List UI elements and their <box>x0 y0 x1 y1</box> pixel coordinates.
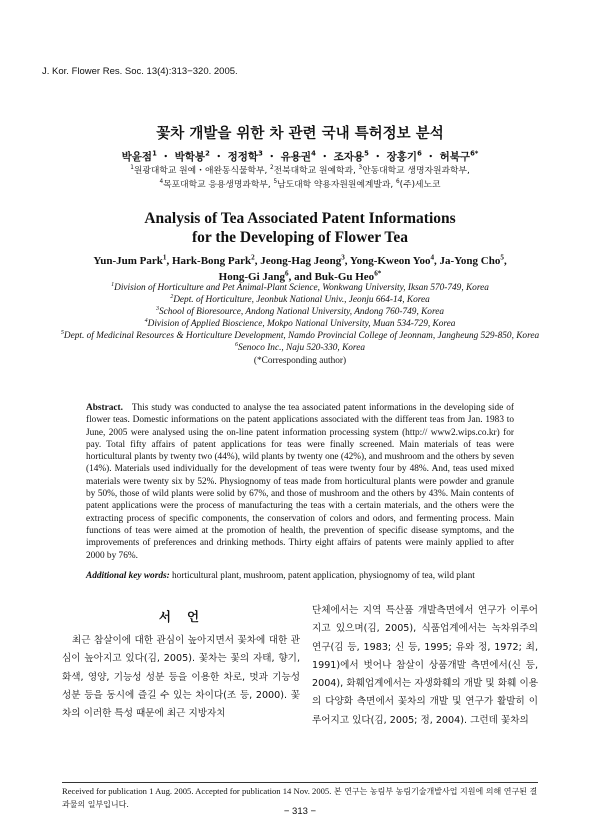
abstract-body: This study was conducted to analyse the tea associated patent informations in the developing side of flower teas. Domestic informations on the patent applications associated with the different teas from Jan. 1983 to June, 2005 were analysed using the on-line patent information processing system (http:// www2.wips.co.kr) for pay. Total fifty affairs of patent applications for teas were finally screened. Main materials of teas were horticultural plants by twenty two (44%), wild plants by twenty one (42%), and mushroom and the others by seven (14%). Materials used individually for the development of teas were twenty four by 48%. And, teas used mixed materials were twenty six by 52%. Physiognomy of teas made from horticultural plants were powder and granule by 50%, those of wild plants were solid by 67%, and those of mushroom and the others by 43%. Main contents of patent applications were the process of manufacturing the teas with a certain materials, and the others were the extracting process of specific components, the conservation of colors and odors, and fermenting process. Main functions of teas were aimed at the promotion of health, the prevention of specific disease symptoms, and the improvements of preferences and drinking methods. Thirty eight affairs of patents were mainly applied to after 2000 by 76%. <box>86 403 514 561</box>
affiliation-line: $^5$Dept. of Medicinal Resources & Horticulture Development, Namdo Provincial College of Jeonnam, Jangheung 529-850, Korea <box>60 330 540 342</box>
korean-author: 유용권$^4$ <box>280 149 316 163</box>
english-author: Buk-Gu Heo$^{6*}$ <box>314 269 382 283</box>
section-heading: 서언 <box>158 609 216 624</box>
english-title: Analysis of Tea Associated Patent Informations for the Developing of Flower Tea <box>144 210 456 246</box>
korean-author: 조자용$^5$ <box>333 149 369 163</box>
korean-author: 박윤점$^1$ <box>121 149 157 163</box>
abstract-label: Abstract. <box>86 403 123 413</box>
corresponding-author-note: (*Corresponding author) <box>253 355 347 366</box>
affiliation-line: $^6$Senoco Inc., Naju 520-330, Korea <box>235 342 365 354</box>
keywords <box>86 570 514 582</box>
english-author: Hark-Bong Park$^2$ <box>171 253 255 267</box>
affiliation-line: $^1$Division of Horticulture and Pet Animal-Plant Science, Wonkwang University, Iksan 570-749, Korea <box>111 281 489 293</box>
english-author: Yun-Jum Park$^1$ <box>93 253 167 267</box>
english-author-list: Yun-Jum Park$^1$, Hark-Bong Park$^2$, Jeong-Hag Jeong$^3$, Yong-Kweon Yoo$^4$, Ja-Yong Cho$^5$, Hong-Gi Jang$^6$, and Buk-Gu Heo$^{6*}$ <box>93 253 507 283</box>
keywords-label: Additional key words: <box>86 571 170 581</box>
korean-author: 박학봉$^2$ <box>174 149 210 163</box>
journal-citation: J. Kor. Flower Res. Soc. 13(4):313−320. 2005. <box>42 66 238 77</box>
korean-author: 허북구$^{6*}$ <box>439 149 479 163</box>
english-author: Yong-Kweon Yoo$^4$ <box>349 253 435 267</box>
abstract <box>86 402 514 562</box>
footnote-divider <box>62 782 538 783</box>
affiliation-line: $^2$Dept. of Horticulture, Jeonbuk National Univ., Jeonju 664-14, Korea <box>170 294 430 306</box>
english-author: Ja-Yong Cho$^5$ <box>439 253 504 267</box>
keywords-list: horticultural plant, mushroom, patent application, physiognomy of tea, wild plant <box>172 571 475 581</box>
korean-author: 장홍기$^6$ <box>386 149 422 163</box>
body-text-left-column: 최근 참살이에 대한 관심이 높아지면서 꽃차에 대한 관심이 높아지고 있다(김, 2005). 꽃차는 꽃의 자태, 향기, 화색, 영양, 기능성 성분 등을 이용한 차로, 멋과 기능성 성분 등을 동시에 즐길 수 있는 차이다(조 등, 2000). 꽃차의 이러한 특성 때문에 최근 지방자치 <box>62 635 300 720</box>
korean-affiliations: $^1$원광대학교 원예・애완동식물학부, $^2$전북대학교 원예학과, $^3$안동대학교 생명자원과학부, $^4$목포대학교 응용생명과학부, $^5$남도대학 약용자원원예계발과, $^6$(주)세노코 <box>130 165 470 190</box>
publication-footnote: Received for publication 1 Aug. 2005. Accepted for publication 14 Nov. 2005. 본 연구는 농림부 농림기술개발사업 지원에 의해 연구된 결과물의 일부입니다. <box>62 786 538 809</box>
affiliation-line: $^4$Division of Applied Bioscience, Mokpo National University, Muan 534-729, Korea <box>144 318 456 330</box>
page-number: − 313 − <box>283 806 317 817</box>
english-author: Hong-Gi Jang$^6$ <box>218 269 289 283</box>
body-text-right-column: 단체에서는 지역 특산품 개발측면에서 연구가 이루어지고 있으며(김, 2005), 식품업계에서는 녹차위주의 연구(김 등, 1983; 신 등, 1995; 유와 정, 1972; 최, 1991)에서 벗어나 참살이 상품개발 측면에서(신 등, 2004), 화훼업계에서는 자생화훼의 개발 및 화훼 이용의 다양화 측면에서 꽃차의 개발 및 연구가 활발히 이루어지고 있다(김, 2005; 정, 2004). 그런데 꽃차의 <box>312 605 538 726</box>
korean-author: 정정학$^3$ <box>227 149 263 163</box>
affiliation-line: $^3$School of Bioresource, Andong National University, Andong 760-749, Korea <box>155 306 444 318</box>
english-affiliations <box>60 282 540 367</box>
english-author: Jeong-Hag Jeong$^3$ <box>260 253 345 267</box>
korean-author-list: 박윤점$^1$ ・ 박학봉$^2$ ・ 정정학$^3$ ・ 유용권$^4$ ・ 조자용$^5$ ・ 장홍기$^6$ ・ 허북구$^{6*}$ <box>121 149 479 163</box>
korean-title: 꽃차 개발을 위한 차 관련 국내 특허정보 분석 <box>156 126 444 142</box>
